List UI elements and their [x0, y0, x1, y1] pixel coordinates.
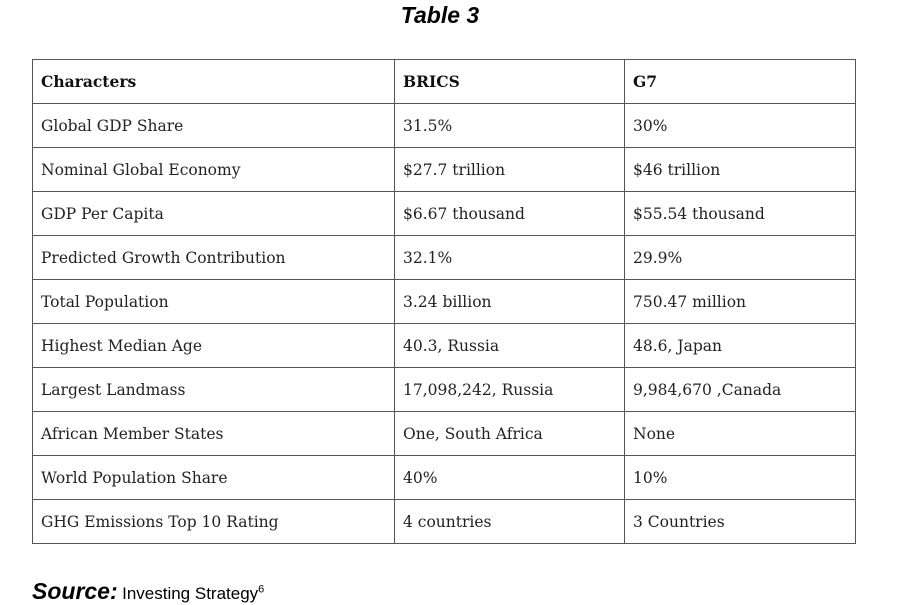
row-label: Highest Median Age	[33, 324, 395, 368]
brics-value: 17,098,242, Russia	[395, 368, 625, 412]
g7-value: 3 Countries	[625, 500, 856, 544]
table-row	[33, 104, 856, 148]
table-row	[33, 500, 856, 544]
header-characters: Characters	[33, 60, 395, 104]
g7-value: 30%	[625, 104, 856, 148]
table-row	[33, 236, 856, 280]
table-row	[33, 368, 856, 412]
row-label: GDP Per Capita	[33, 192, 395, 236]
table-row	[33, 324, 856, 368]
brics-value: 31.5%	[395, 104, 625, 148]
g7-value: 750.47 million	[625, 280, 856, 324]
brics-value: 40%	[395, 456, 625, 500]
row-label: Nominal Global Economy	[33, 148, 395, 192]
row-label: Largest Landmass	[33, 368, 395, 412]
brics-value: 32.1%	[395, 236, 625, 280]
table-row	[33, 192, 856, 236]
g7-value: $55.54 thousand	[625, 192, 856, 236]
comparison-table	[32, 59, 856, 544]
g7-value: $46 trillion	[625, 148, 856, 192]
header-g7: G7	[625, 60, 856, 104]
brics-value: $27.7 trillion	[395, 148, 625, 192]
footnote-marker: 6	[258, 583, 265, 596]
source-text: Investing Strategy	[122, 584, 259, 603]
brics-value: 4 countries	[395, 500, 625, 544]
table-row	[33, 148, 856, 192]
table-row	[33, 456, 856, 500]
brics-value: 3.24 billion	[395, 280, 625, 324]
g7-value: 48.6, Japan	[625, 324, 856, 368]
table-row	[33, 280, 856, 324]
row-label: Total Population	[33, 280, 395, 324]
table-row	[33, 412, 856, 456]
table-caption: Table 3	[400, 2, 480, 28]
source-label: Source:	[32, 578, 118, 604]
row-label: World Population Share	[33, 456, 395, 500]
brics-value: 40.3, Russia	[395, 324, 625, 368]
g7-value: 10%	[625, 456, 856, 500]
g7-value: 9,984,670 ,Canada	[625, 368, 856, 412]
header-brics: BRICS	[395, 60, 625, 104]
row-label: African Member States	[33, 412, 395, 456]
g7-value: 29.9%	[625, 236, 856, 280]
table-header-row	[33, 60, 856, 104]
row-label: GHG Emissions Top 10 Rating	[33, 500, 395, 544]
row-label: Global GDP Share	[33, 104, 395, 148]
g7-value: None	[625, 412, 856, 456]
brics-value: $6.67 thousand	[395, 192, 625, 236]
brics-value: One, South Africa	[395, 412, 625, 456]
source-note	[32, 578, 264, 605]
row-label: Predicted Growth Contribution	[33, 236, 395, 280]
